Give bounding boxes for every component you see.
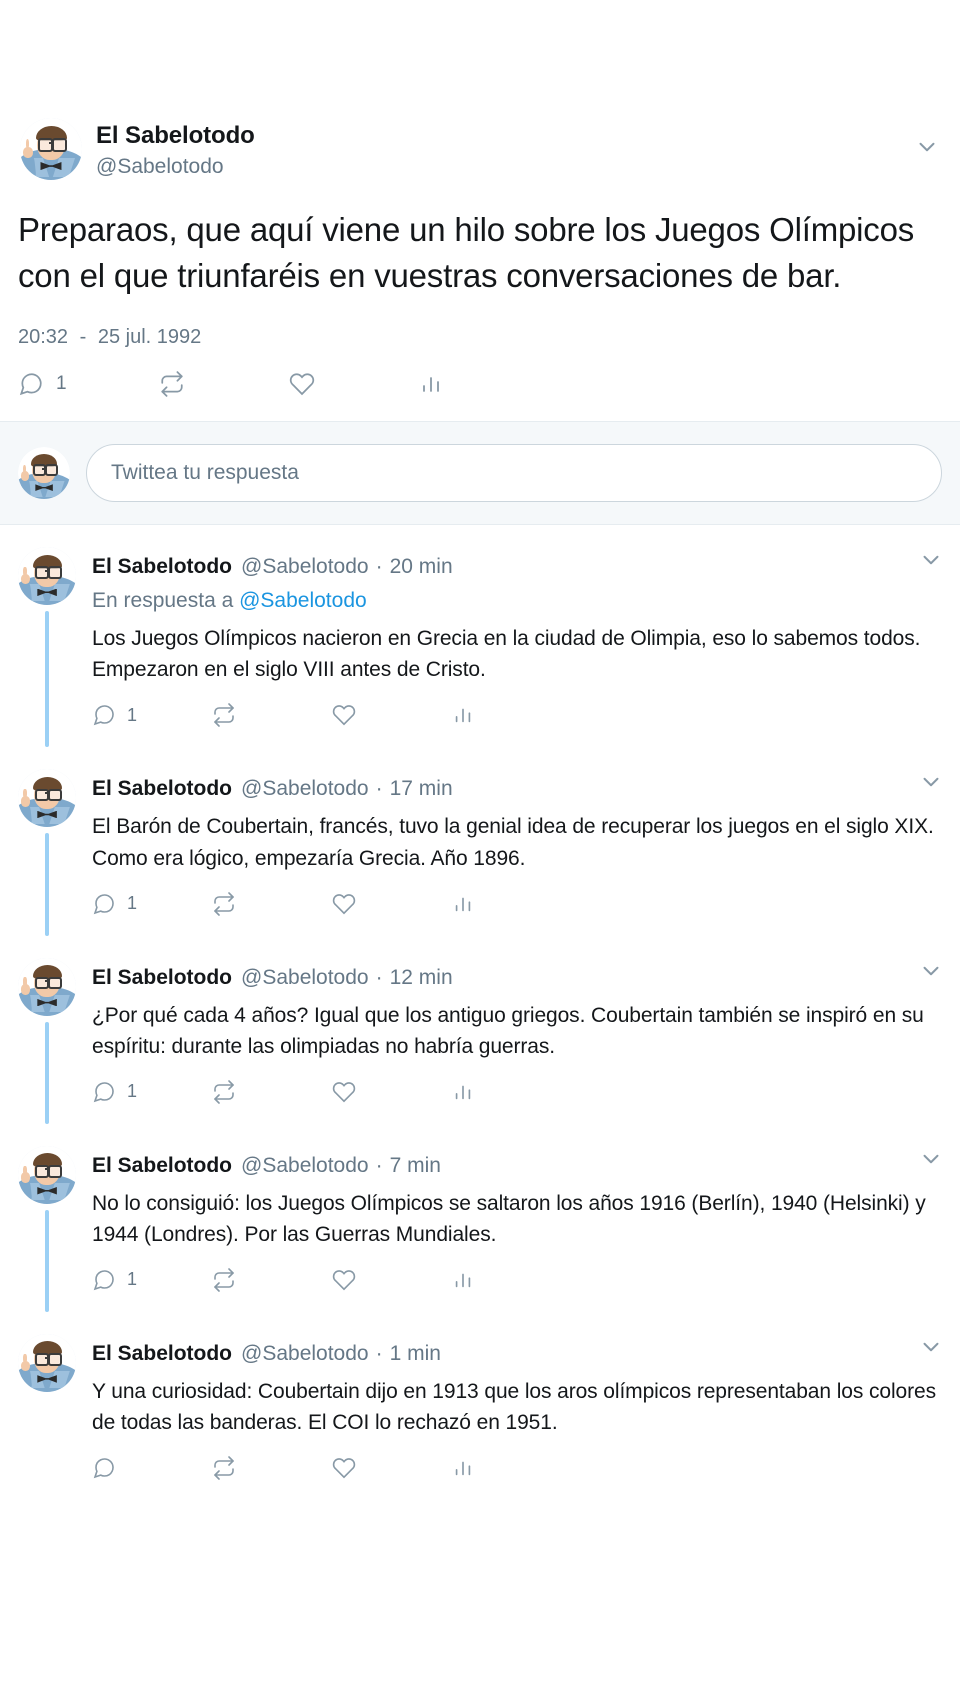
main-tweet-actions [16, 349, 944, 421]
reply-button[interactable] [92, 1268, 212, 1292]
analytics-button[interactable] [419, 372, 455, 396]
thread-connector-line [45, 611, 49, 747]
retweet-button[interactable] [212, 892, 332, 916]
thread-connector-line [45, 1022, 49, 1124]
reply-body [92, 547, 944, 747]
chevron-down-icon[interactable] [908, 1334, 944, 1360]
user-handle[interactable]: @Sabelotodo [241, 1341, 369, 1365]
avatar[interactable] [18, 1334, 76, 1392]
relative-time: 7 min [389, 1153, 441, 1177]
relative-time: 17 min [389, 777, 453, 801]
main-tweet-timestamp [16, 300, 944, 349]
tweet-time: 20:32 [18, 326, 69, 349]
thread-connector-line [45, 833, 49, 935]
relative-time: 12 min [389, 965, 453, 989]
reply-actions [92, 685, 944, 747]
reply-count: 1 [127, 1081, 138, 1102]
analytics-button[interactable] [452, 1081, 572, 1103]
like-button[interactable] [332, 892, 452, 916]
user-handle[interactable]: @Sabelotodo [241, 965, 369, 989]
reply-actions [92, 1250, 944, 1312]
separator-dot: · [375, 1341, 383, 1365]
thread-reply [0, 1312, 960, 1500]
thread-reply [0, 936, 960, 1124]
separator-dot: · [375, 777, 383, 801]
reply-text: Y una curiosidad: Coubertain dijo en 1913 que los aros olímpicos representaban los colores de todas las banderas. El COI lo rechazó en 1951. [92, 1379, 936, 1435]
user-handle[interactable]: @Sabelotodo [96, 155, 224, 179]
reply-text: No lo consiguió: los Juegos Olímpicos se saltaron los años 1916 (Berlín), 1940 (Helsinki) y 1944 (Londres). Por las Guerras Mundiales. [92, 1191, 926, 1246]
retweet-button[interactable] [212, 703, 332, 727]
main-tweet-text: Preparaos, que aquí viene un hilo sobre los Juegos Olímpicos con el que triunfaréis en vuestras conversaciones de bar. [18, 210, 915, 295]
display-name[interactable]: El Sabelotodo [96, 122, 255, 149]
thread-reply [0, 1124, 960, 1312]
reply-body [92, 1146, 944, 1312]
like-button[interactable] [289, 371, 327, 397]
reply-avatar-column [16, 958, 78, 1124]
in-reply-to-prefix: En respuesta a [92, 589, 240, 613]
reply-text: ¿Por qué cada 4 años? Igual que los antiguo griegos. Coubertain también se inspiró en su espíritu: durante las olimpiadas no habría guerras. [92, 1003, 924, 1058]
thread-replies [0, 525, 960, 1500]
reply-avatar-column [16, 547, 78, 747]
user-handle[interactable]: @Sabelotodo [241, 777, 369, 801]
reply-composer[interactable] [0, 422, 960, 525]
reply-button[interactable] [92, 892, 212, 916]
user-handle[interactable]: @Sabelotodo [241, 555, 369, 579]
reply-actions [92, 1062, 944, 1124]
reply-header [92, 1334, 944, 1366]
user-handle[interactable]: @Sabelotodo [241, 1153, 369, 1177]
tweet-date: 25 jul. 1992 [97, 326, 202, 349]
analytics-button[interactable] [452, 893, 572, 915]
main-tweet [0, 0, 960, 421]
avatar[interactable] [18, 958, 76, 1016]
thread-reply [0, 747, 960, 935]
reply-count: 1 [127, 1269, 138, 1290]
reply-input[interactable] [86, 444, 942, 502]
like-button[interactable] [332, 703, 452, 727]
like-button[interactable] [332, 1080, 452, 1104]
relative-time: 20 min [389, 555, 453, 579]
reply-count: 1 [56, 373, 67, 395]
reply-avatar-column [16, 1146, 78, 1312]
thread-reply [0, 525, 960, 747]
separator-dot: · [375, 965, 383, 989]
chevron-down-icon[interactable] [908, 547, 944, 573]
retweet-button[interactable] [212, 1456, 332, 1480]
analytics-button[interactable] [452, 704, 572, 726]
thread-connector-line [45, 1210, 49, 1312]
retweet-button[interactable] [159, 371, 197, 397]
reply-button[interactable] [92, 1456, 212, 1480]
in-reply-to-handle: @Sabelotodo [239, 589, 367, 613]
reply-header [92, 547, 944, 579]
reply-button[interactable] [18, 371, 67, 397]
analytics-button[interactable] [452, 1457, 572, 1479]
display-name[interactable]: El Sabelotodo [92, 965, 233, 989]
relative-time: 1 min [389, 1341, 441, 1365]
reply-avatar-column [16, 769, 78, 935]
chevron-down-icon[interactable] [908, 769, 944, 795]
reply-text: Los Juegos Olímpicos nacieron en Grecia en la ciudad de Olimpia, eso lo sabemos todos. Empezaron en el siglo VIII antes de Cristo. [92, 627, 921, 682]
chevron-down-icon[interactable] [908, 1146, 944, 1172]
reply-text: El Barón de Coubertain, francés, tuvo la genial idea de recuperar los juegos en el siglo XIX. Como era lógico, empezaría Grecia. Año 1896. [92, 815, 934, 870]
reply-avatar-column [16, 1334, 78, 1500]
like-button[interactable] [332, 1268, 452, 1292]
reply-header [92, 958, 944, 990]
display-name[interactable]: El Sabelotodo [92, 777, 233, 801]
avatar[interactable] [20, 118, 82, 180]
reply-actions [92, 874, 944, 936]
main-tweet-header [16, 118, 944, 181]
timestamp-separator: - [79, 326, 87, 349]
display-name[interactable]: El Sabelotodo [92, 1153, 233, 1177]
avatar[interactable] [18, 547, 76, 605]
retweet-button[interactable] [212, 1268, 332, 1292]
reply-button[interactable] [92, 1080, 212, 1104]
display-name[interactable]: El Sabelotodo [92, 555, 233, 579]
like-button[interactable] [332, 1456, 452, 1480]
display-name[interactable]: El Sabelotodo [92, 1341, 233, 1365]
analytics-button[interactable] [452, 1269, 572, 1291]
main-tweet-identity [96, 118, 910, 181]
reply-body [92, 1334, 944, 1500]
avatar[interactable] [18, 1146, 76, 1204]
chevron-down-icon[interactable] [908, 958, 944, 984]
reply-button[interactable] [92, 703, 212, 727]
avatar[interactable] [18, 769, 76, 827]
reply-count: 1 [127, 893, 138, 914]
reply-body [92, 769, 944, 935]
reply-header [92, 1146, 944, 1178]
reply-header [92, 769, 944, 801]
chevron-down-icon[interactable] [910, 130, 944, 164]
reply-body [92, 958, 944, 1124]
avatar[interactable] [18, 447, 70, 499]
separator-dot: · [375, 1153, 383, 1177]
retweet-button[interactable] [212, 1080, 332, 1104]
reply-actions [92, 1438, 944, 1500]
separator-dot: · [375, 555, 383, 579]
in-reply-to [92, 589, 944, 613]
reply-count: 1 [127, 704, 138, 725]
